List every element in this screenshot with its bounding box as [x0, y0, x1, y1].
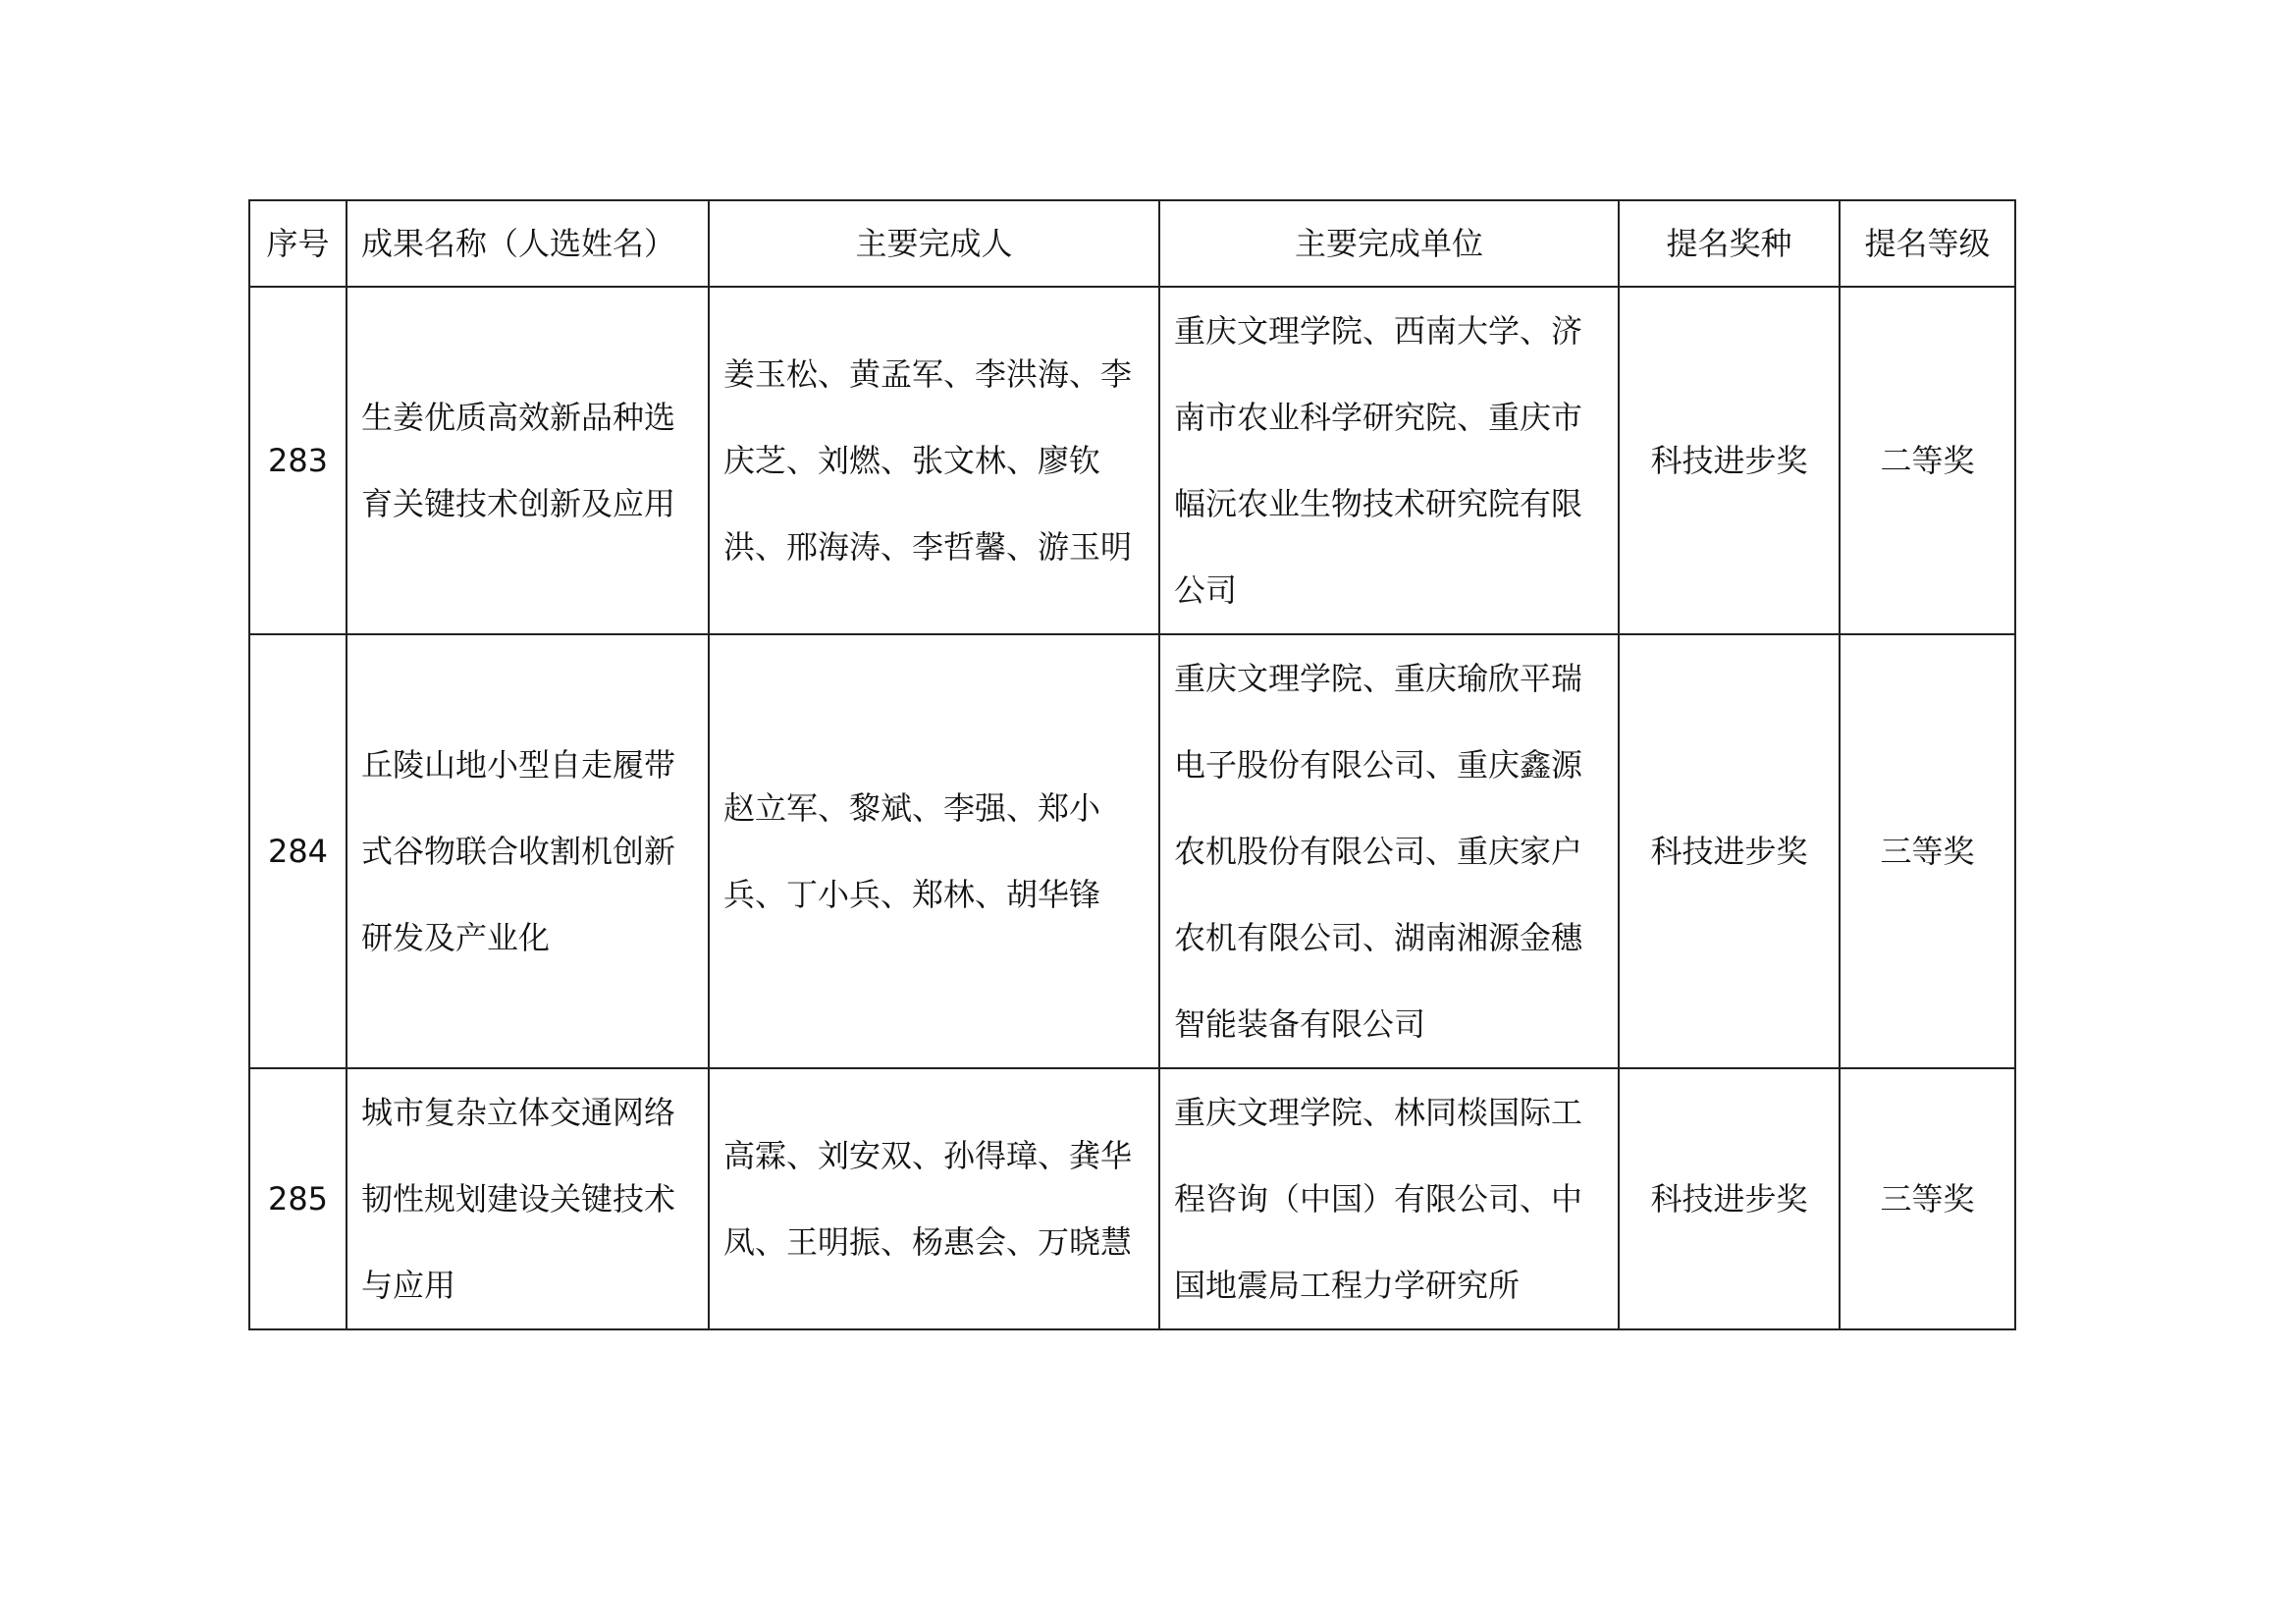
award-nomination-table	[248, 199, 2016, 1330]
cell-award-type: 科技进步奖	[1619, 634, 1840, 1068]
table-body	[249, 287, 2015, 1329]
cell-title: 城市复杂立体交通网络韧性规划建设关键技术与应用	[347, 1068, 709, 1329]
cell-index: 285	[249, 1068, 347, 1329]
header-units: 主要完成单位	[1159, 200, 1619, 287]
cell-award-level: 三等奖	[1840, 634, 2015, 1068]
cell-award-level: 二等奖	[1840, 287, 2015, 634]
table-row	[249, 287, 2015, 634]
header-award-level: 提名等级	[1840, 200, 2015, 287]
table-row	[249, 1068, 2015, 1329]
cell-title: 丘陵山地小型自走履带式谷物联合收割机创新研发及产业化	[347, 634, 709, 1068]
table-header	[249, 200, 2015, 287]
header-title: 成果名称（人选姓名）	[347, 200, 709, 287]
header-award-type: 提名奖种	[1619, 200, 1840, 287]
header-persons: 主要完成人	[709, 200, 1159, 287]
cell-units: 重庆文理学院、林同棪国际工程咨询（中国）有限公司、中国地震局工程力学研究所	[1159, 1068, 1619, 1329]
cell-index: 284	[249, 634, 347, 1068]
header-row	[249, 200, 2015, 287]
cell-index: 283	[249, 287, 347, 634]
cell-units: 重庆文理学院、重庆瑜欣平瑞电子股份有限公司、重庆鑫源农机股份有限公司、重庆家户农机有限公司、湖南湘源金穗智能装备有限公司	[1159, 634, 1619, 1068]
cell-award-level: 三等奖	[1840, 1068, 2015, 1329]
cell-award-type: 科技进步奖	[1619, 287, 1840, 634]
table-row	[249, 634, 2015, 1068]
header-index: 序号	[249, 200, 347, 287]
cell-title: 生姜优质高效新品种选育关键技术创新及应用	[347, 287, 709, 634]
cell-award-type: 科技进步奖	[1619, 1068, 1840, 1329]
cell-units: 重庆文理学院、西南大学、济南市农业科学研究院、重庆市幅沅农业生物技术研究院有限公司	[1159, 287, 1619, 634]
cell-persons: 赵立军、黎斌、李强、郑小兵、丁小兵、郑林、胡华锋	[709, 634, 1159, 1068]
cell-persons: 高霖、刘安双、孙得璋、龚华凤、王明振、杨惠会、万晓慧	[709, 1068, 1159, 1329]
cell-persons: 姜玉松、黄孟军、李洪海、李庆芝、刘燃、张文林、廖钦洪、邢海涛、李哲馨、游玉明	[709, 287, 1159, 634]
